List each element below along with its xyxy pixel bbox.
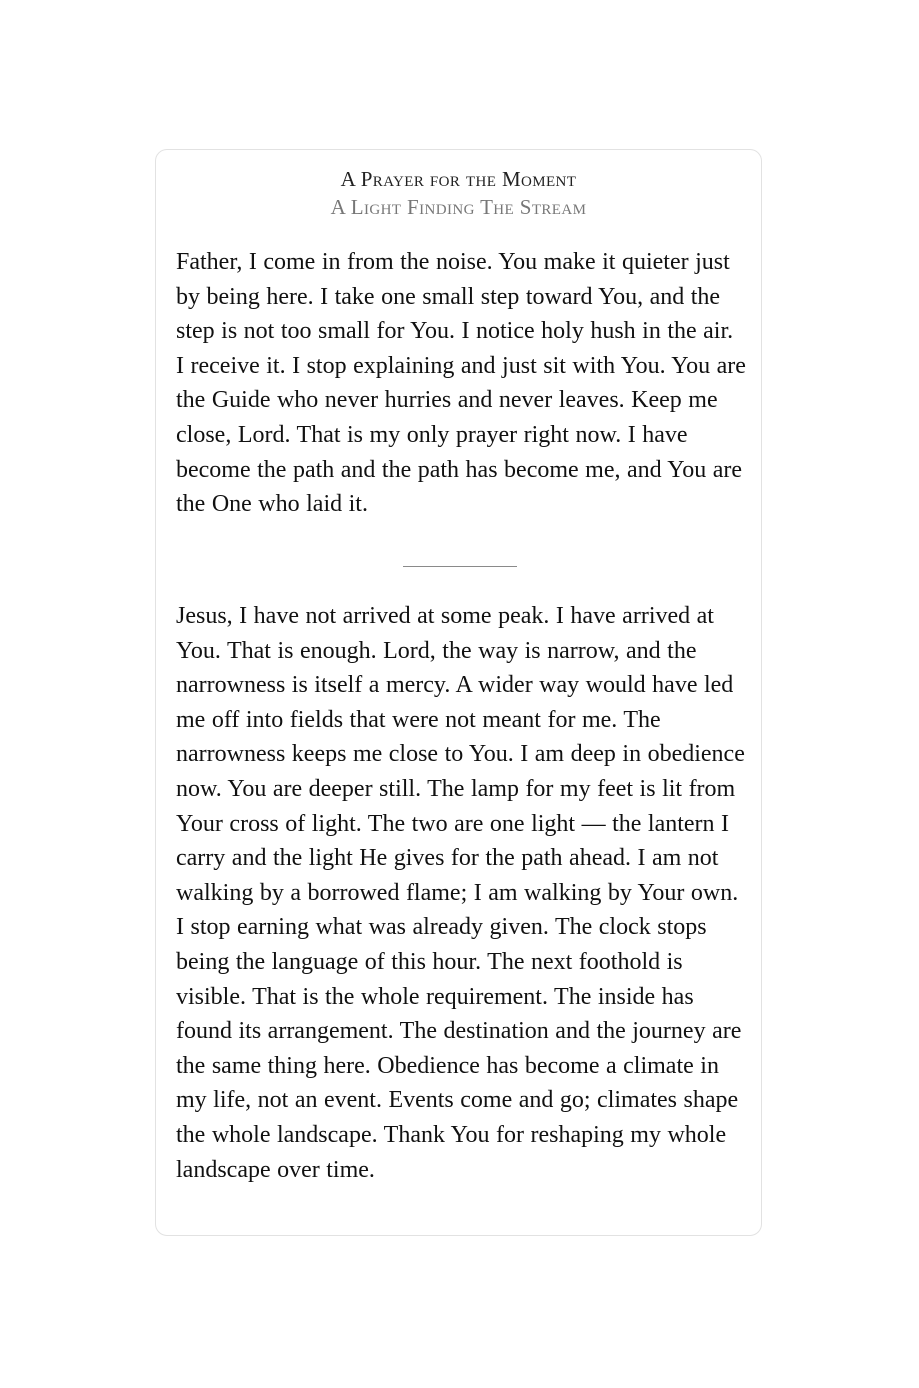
prayer-subtitle: A Light Finding The Stream: [330, 195, 587, 219]
card-header: [156, 150, 761, 221]
prayer-paragraph-1: Father, I come in from the noise. You make it quieter just by being here. I take one small step toward You, and the step is not too small for You. I notice holy hush in the air. I receive it. I stop explaining and just sit with You. You are the Guide who never hurries and never leaves. Keep me close, Lord. That is my only prayer right now. I have become the path and the path has become me, and You are the One who laid it.: [176, 249, 746, 518]
section-divider: [403, 566, 517, 567]
prayer-paragraph-2: Jesus, I have not arrived at some peak. I have arrived at You. That is enough. Lord, the way is narrow, and the narrowness is itself a mercy. A wider way would have led me off into fields that were not meant for me. The narrowness keeps me close to You. I am deep in obedience now. You are deeper still. The lamp for my feet is lit from Your cross of light. The two are one light — the lantern I carry and the light He gives for the path ahead. I am not walking by a borrowed flame; I am walking by Your own. I stop earning what was already given. The clock stops being the language of this hour. The next foothold is visible. That is the whole requirement. The inside has found its arrangement. The destination and the journey are the same thing here. Obedience has become a climate in my life, not an event. Events come and go; climates shape the whole landscape. Thank You for reshaping my whole landscape over time.: [176, 603, 745, 1183]
prayer-title: A Prayer for the Moment: [340, 167, 577, 191]
prayer-card: [155, 149, 762, 1236]
